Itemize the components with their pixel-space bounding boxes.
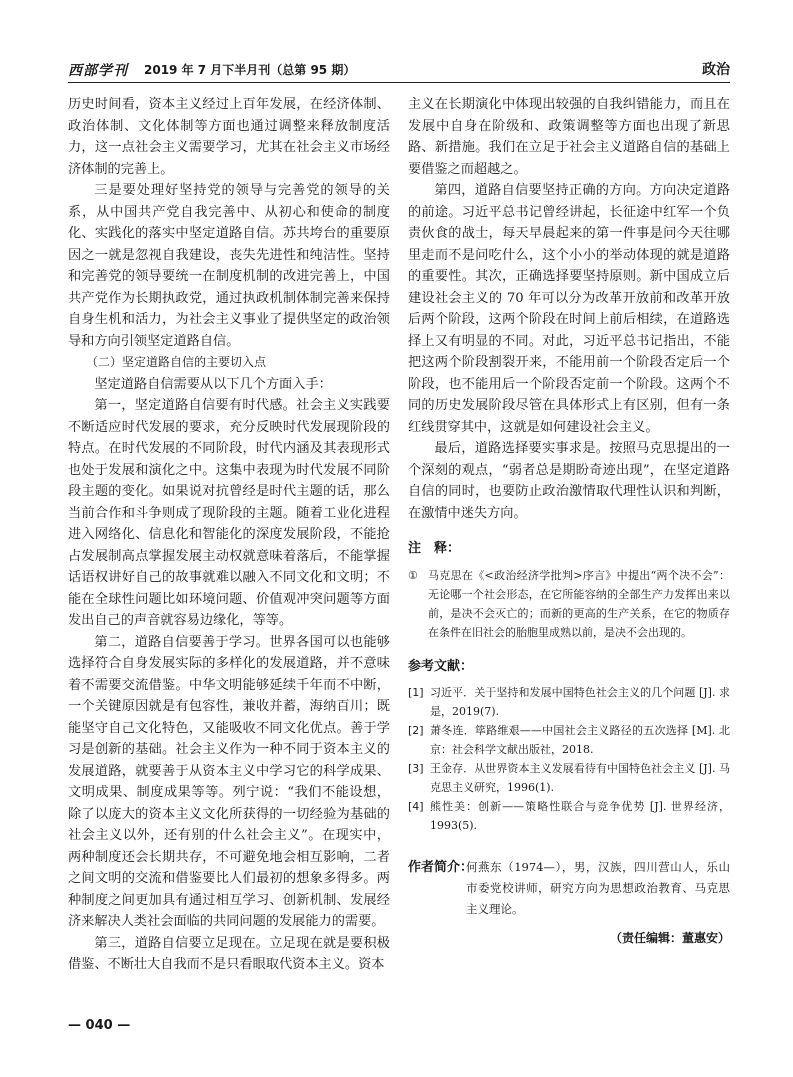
author-bio: [408, 857, 730, 920]
reference-text: 王金存．从世界资本主义发展看待有中国特色社会主义 [J]. 马克思主义研究，1996(1).: [430, 762, 730, 794]
page-header: [68, 58, 730, 80]
journal-name: 西部学刊: [68, 63, 128, 79]
responsible-editor: （责任编辑：董惠安）: [609, 931, 730, 945]
reference-text: 熊性美：创新——策略性联合与竞争优势 [J]. 世界经济，1993(5).: [430, 800, 730, 832]
reference-item: [408, 683, 730, 721]
paragraph: 坚定道路自信需要从以下几个方面入手：: [94, 376, 332, 392]
header-rule: [68, 82, 730, 83]
reference-number: [1]: [408, 686, 424, 699]
reference-text: 萧冬连．筚路维艰——中国社会主义路径的五次选择 [M]. 北京：社会科学文献出版社，2018.: [430, 724, 730, 756]
notes-title: 注 释：: [408, 541, 461, 556]
author-label: 作者简介：: [408, 860, 474, 875]
footnote-text: 马克思在《<政治经济学批判>序言》中提出“两个决不会”：无论哪一个社会形态，在它所能容纳的全部生产力发挥出来以前，是决不会灭亡的；而新的更高的生产关系，在它的物质存在条件在旧社会的胎胞里成熟以前，是决不会出现的。: [428, 568, 730, 639]
footnote: [408, 566, 730, 642]
section-label: 政治: [702, 62, 730, 78]
reference-item: [408, 721, 730, 759]
left-column: [68, 94, 390, 976]
reference-number: [2]: [408, 724, 424, 737]
reference-item: [408, 797, 730, 835]
footnote-mark: ①: [408, 568, 418, 582]
reference-item: [408, 759, 730, 797]
reference-text: 习近平．关于坚持和发展中国特色社会主义的几个问题 [J]. 求是，2019(7).: [430, 686, 730, 718]
paragraph: 三是要处理好坚持党的领导与完善党的领导的关系，从中国共产党自我完善中、从初心和使命的制度化、实践化的落实中坚定道路自信。苏共垮台的重要原因之一就是忽视自我建设，丧失先进性和纯洁性。坚持和完善党的领导要统一在制度机制的改进完善上，中国共产党作为长期执政党，通过执政机制体制完善来保持自身生机和活力，为社会主义事业了提供坚定的政治领导和方向引领坚定道路自信。: [68, 183, 390, 349]
paragraph: 第二，道路自信要善于学习。世界各国可以也能够选择符合自身发展实际的多样化的发展道路，并不意味着不需要交流借鉴。中华文明能够延续千年而不中断，一个关键原因就是有包容性，兼收并蓄，海纳百川；既能坚守自己文化特色，又能吸收不同文化优点。善于学习是创新的基础。社会主义作为一种不同于资本主义的发展道路，就要善于从资本主义中学习它的科学成果、文明成果、制度成果等等。列宁说：“我们不能设想，除了以庞大的资本主义文化所获得的一切经验为基础的社会主义以外，还有别的什么社会主义”。在现实中，两种制度还会长期共存，不可避免地会相互影响，二者之间文明的交流和借鉴要比人们最初的想象多得多。两种制度之间更加具有通过相互学习、创新机制、发展经济来解决人类社会面临的共同问题的发展能力的需要。: [68, 634, 390, 929]
subsection-heading: （二）坚定道路自信的主要切入点: [86, 355, 267, 369]
paragraph: 第三，道路自信要立足现在。立足现在就是要积极借鉴、不断壮大自我而不是只看眼取代资本主义。资本: [68, 935, 390, 972]
paragraph: 最后，道路选择要实事求是。按照马克思提出的一个深刻的观点，“弱者总是期盼奇迹出现”，在坚定道路自信的同时，也要防止政治激情取代理性认识和判断，在激情中迷失方向。: [408, 441, 730, 521]
issue-info: 2019 年 7 月下半月刊（总第 95 期）: [144, 63, 356, 77]
paragraph: 历史时间看，资本主义经过上百年发展，在经济体制、政治体制、文化体制等方面也通过调整来释放制度活力，这一点社会主义需要学习，尤其在社会主义市场经济体制的完善上。: [68, 97, 390, 177]
references-title: 参考文献：: [408, 658, 474, 674]
paragraph: 主义在长期演化中体现出较强的自我纠错能力，而且在发展中自身在阶级和、政策调整等方面也出现了新思路、新措施。我们在立足于社会主义道路自信的基础上要借鉴之而超越之。: [408, 97, 730, 177]
reference-number: [3]: [408, 762, 424, 775]
paragraph: 第一，坚定道路自信要有时代感。社会主义实践要不断适应时代发展的要求，充分反映时代发展现阶段的特点。在时代发展的不同阶段，时代内涵及其表现形式也处于发展和演化之中。这集中表现为时代发展不同阶段主题的变化。如果说对抗曾经是时代主题的话，那么当前合作和斗争则成了现阶段的主题。随着工业化进程进入网络化、信息化和智能化的深度发展阶段，不能抢占发展制高点掌握发展主动权就意味着落后，不能掌握话语权讲好自己的故事就难以融入不同文化和文明；不能在全球性问题比如环境问题、价值观冲突问题等方面发出自己的声音就容易边缘化，等等。: [68, 398, 390, 628]
paragraph: 第四，道路自信要坚持正确的方向。方向决定道路的前途。习近平总书记曾经讲起，长征途中红军一个负责伙食的战士，每天早晨起来的第一件事是问今天往哪里走而不是问吃什么，这个小小的举动体现的就是道路的重要性。其次，正确选择要坚持原则。新中国成立后建设社会主义的 70 年可以分为改革开放前和改革开放后两个阶段，这两个阶段在时间上前后相续，在道路选择上又有明显的不同。对此，习近平总书记指出，不能把这两个阶段割裂开来，不能用前一个阶段否定后一个阶段，也不能用后一个阶段否定前一个阶段。这两个不同的历史发展阶段尽管在具体形式上有区别，但有一条红线贯穿其中，这就是如何建设社会主义。: [408, 183, 730, 435]
page-number: — 040 —: [68, 1018, 131, 1033]
reference-number: [4]: [408, 800, 424, 813]
right-column: [408, 94, 730, 950]
author-text: 何燕东（1974—），男，汉族，四川营山人，乐山市委党校讲师，研究方向为思想政治教育、马克思主义理论。: [466, 860, 730, 916]
